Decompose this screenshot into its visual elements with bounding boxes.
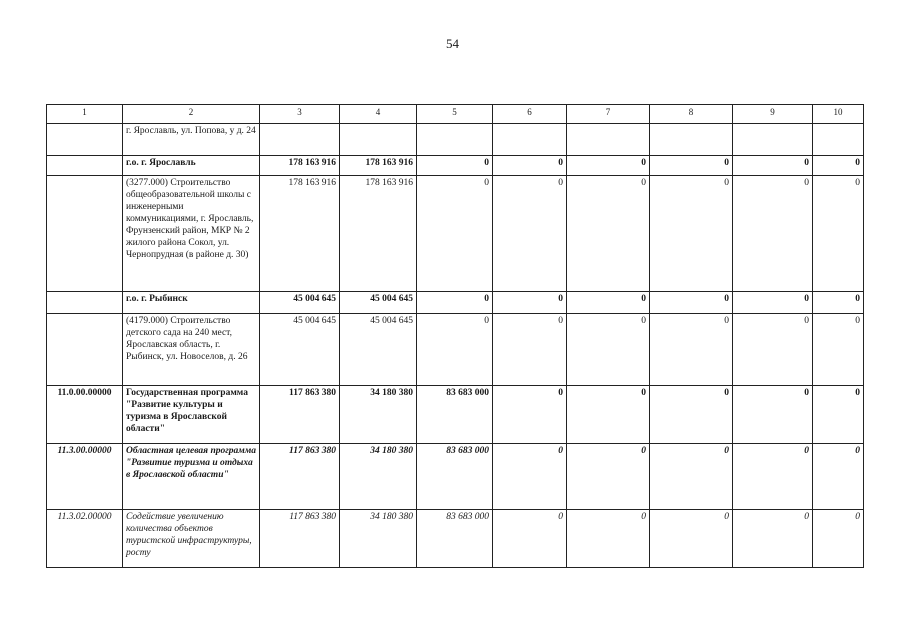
value-cell: 117 863 380 [260, 510, 340, 568]
value-cell: 117 863 380 [260, 386, 340, 444]
value-cell [260, 124, 340, 156]
value-cell [493, 124, 567, 156]
value-cell: 0 [733, 314, 813, 386]
value-cell: 45 004 645 [340, 314, 417, 386]
value-cell: 0 [567, 292, 650, 314]
code-cell [47, 292, 123, 314]
code-cell [47, 156, 123, 176]
code-cell: 11.3.02.00000 [47, 510, 123, 568]
page-number: 54 [446, 36, 459, 51]
header-cell: 3 [260, 105, 340, 124]
value-cell: 0 [493, 314, 567, 386]
code-cell [47, 124, 123, 156]
value-cell: 117 863 380 [260, 444, 340, 510]
value-cell: 0 [733, 292, 813, 314]
table-row [47, 156, 864, 176]
value-cell: 178 163 916 [260, 156, 340, 176]
value-cell: 0 [493, 386, 567, 444]
header-cell: 2 [123, 105, 260, 124]
header-cell: 10 [813, 105, 864, 124]
header-cell: 8 [650, 105, 733, 124]
value-cell: 0 [813, 314, 864, 386]
budget-table [46, 104, 864, 568]
value-cell: 0 [493, 176, 567, 292]
header-row [47, 105, 864, 124]
name-cell: (3277.000) Строительство общеобразовательной школы с инженерными коммуникациями, г. Ярославль, Фрунзенский район, МКР № 2 жилого района Сокол, ул. Чернопрудная (в районе д. 30) [123, 176, 260, 292]
value-cell: 34 180 380 [340, 510, 417, 568]
value-cell: 0 [417, 314, 493, 386]
value-cell: 0 [493, 444, 567, 510]
value-cell: 0 [733, 444, 813, 510]
value-cell: 0 [650, 292, 733, 314]
table-row [47, 124, 864, 156]
header-cell: 9 [733, 105, 813, 124]
value-cell: 0 [650, 444, 733, 510]
header-cell: 1 [47, 105, 123, 124]
value-cell: 0 [493, 156, 567, 176]
value-cell: 0 [650, 314, 733, 386]
name-cell: г. Ярославль, ул. Попова, у д. 24 [123, 124, 260, 156]
value-cell: 34 180 380 [340, 444, 417, 510]
value-cell: 0 [567, 176, 650, 292]
name-cell: (4179.000) Строительство детского сада на 240 мест, Ярославская область, г. Рыбинск, ул. Новоселов, д. 26 [123, 314, 260, 386]
header-cell: 5 [417, 105, 493, 124]
value-cell [813, 124, 864, 156]
table-row [47, 292, 864, 314]
value-cell: 34 180 380 [340, 386, 417, 444]
value-cell: 0 [567, 510, 650, 568]
value-cell [340, 124, 417, 156]
value-cell: 0 [813, 510, 864, 568]
value-cell: 83 683 000 [417, 510, 493, 568]
value-cell: 0 [733, 176, 813, 292]
value-cell: 0 [567, 314, 650, 386]
value-cell: 0 [650, 386, 733, 444]
value-cell: 0 [567, 444, 650, 510]
value-cell: 45 004 645 [260, 292, 340, 314]
value-cell: 0 [733, 386, 813, 444]
name-cell: Государственная программа "Развитие культуры и туризма в Ярославской области" [123, 386, 260, 444]
value-cell: 178 163 916 [340, 156, 417, 176]
value-cell: 0 [813, 176, 864, 292]
value-cell: 0 [733, 510, 813, 568]
value-cell: 0 [813, 156, 864, 176]
value-cell: 178 163 916 [340, 176, 417, 292]
name-cell: г.о. г. Рыбинск [123, 292, 260, 314]
table-row [47, 444, 864, 510]
value-cell: 0 [813, 444, 864, 510]
value-cell: 45 004 645 [260, 314, 340, 386]
name-cell: Содействие увеличению количества объектов туристской инфраструктуры, росту [123, 510, 260, 568]
code-cell [47, 176, 123, 292]
value-cell: 83 683 000 [417, 444, 493, 510]
table-row [47, 510, 864, 568]
name-cell: г.о. г. Ярославль [123, 156, 260, 176]
value-cell: 0 [733, 156, 813, 176]
value-cell: 0 [813, 386, 864, 444]
table-row [47, 314, 864, 386]
value-cell: 0 [813, 292, 864, 314]
table-row [47, 386, 864, 444]
value-cell: 178 163 916 [260, 176, 340, 292]
code-cell: 11.3.00.00000 [47, 444, 123, 510]
value-cell [567, 124, 650, 156]
code-cell [47, 314, 123, 386]
value-cell: 83 683 000 [417, 386, 493, 444]
value-cell: 0 [493, 292, 567, 314]
table-row [47, 176, 864, 292]
header-cell: 4 [340, 105, 417, 124]
value-cell [650, 124, 733, 156]
value-cell [417, 124, 493, 156]
value-cell: 0 [493, 510, 567, 568]
value-cell: 0 [650, 510, 733, 568]
value-cell: 0 [417, 176, 493, 292]
header-cell: 6 [493, 105, 567, 124]
value-cell: 0 [417, 292, 493, 314]
name-cell: Областная целевая программа "Развитие туризма и отдыха в Ярославской области" [123, 444, 260, 510]
value-cell: 0 [567, 386, 650, 444]
value-cell: 0 [567, 156, 650, 176]
value-cell: 0 [650, 156, 733, 176]
value-cell [733, 124, 813, 156]
header-cell: 7 [567, 105, 650, 124]
code-cell: 11.0.00.00000 [47, 386, 123, 444]
value-cell: 45 004 645 [340, 292, 417, 314]
value-cell: 0 [650, 176, 733, 292]
value-cell: 0 [417, 156, 493, 176]
